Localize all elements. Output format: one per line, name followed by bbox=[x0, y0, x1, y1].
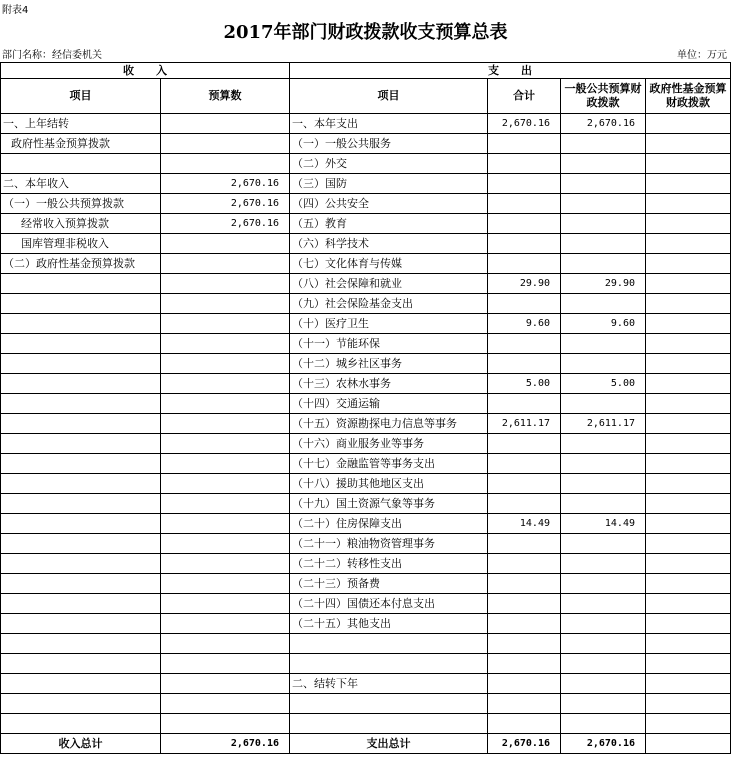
income-budget-cell bbox=[161, 414, 290, 434]
gov-fund-cell bbox=[646, 614, 731, 634]
general-budget-cell bbox=[561, 334, 646, 354]
expense-total-label: 支出总计 bbox=[290, 734, 488, 754]
income-budget-cell: 2,670.16 bbox=[161, 214, 290, 234]
table-row bbox=[1, 474, 731, 494]
expense-item-cell bbox=[290, 634, 488, 654]
income-budget-cell bbox=[161, 554, 290, 574]
table-row bbox=[1, 494, 731, 514]
income-budget-cell bbox=[161, 234, 290, 254]
page-title: 2017年部门财政拨款收支预算总表 bbox=[223, 22, 508, 43]
gov-fund-cell bbox=[646, 114, 731, 134]
table-row bbox=[1, 194, 731, 214]
income-budget-cell bbox=[161, 694, 290, 714]
table-row bbox=[1, 254, 731, 274]
expense-item-cell: （四）公共安全 bbox=[290, 194, 488, 214]
income-item-cell bbox=[1, 574, 161, 594]
income-budget-cell bbox=[161, 314, 290, 334]
expense-item-cell: （六）科学技术 bbox=[290, 234, 488, 254]
budget-table bbox=[0, 62, 731, 754]
table-row bbox=[1, 114, 731, 134]
expense-item-header: 项目 bbox=[290, 79, 488, 114]
gov-fund-cell bbox=[646, 254, 731, 274]
income-budget-cell: 2,670.16 bbox=[161, 194, 290, 214]
income-budget-cell bbox=[161, 634, 290, 654]
table-row bbox=[1, 294, 731, 314]
gov-fund-cell bbox=[646, 154, 731, 174]
income-item-cell bbox=[1, 654, 161, 674]
income-item-cell bbox=[1, 434, 161, 454]
expense-total-cell: 14.49 bbox=[488, 514, 561, 534]
income-item-cell bbox=[1, 314, 161, 334]
expense-total-cell: 2,611.17 bbox=[488, 414, 561, 434]
gov-fund-cell bbox=[646, 654, 731, 674]
expense-total-cell bbox=[488, 334, 561, 354]
total-header: 合计 bbox=[488, 79, 561, 114]
unit-label: 单位：万元 bbox=[677, 50, 727, 61]
table-row bbox=[1, 654, 731, 674]
table-row bbox=[1, 374, 731, 394]
expense-total-cell bbox=[488, 594, 561, 614]
income-budget-cell bbox=[161, 354, 290, 374]
gov-fund-cell bbox=[646, 294, 731, 314]
gov-fund-cell bbox=[646, 234, 731, 254]
income-budget-cell bbox=[161, 654, 290, 674]
general-total-value: 2,670.16 bbox=[561, 734, 646, 754]
general-budget-cell bbox=[561, 634, 646, 654]
table-row bbox=[1, 614, 731, 634]
totals-row bbox=[1, 734, 731, 754]
table-row bbox=[1, 174, 731, 194]
income-total-label: 收入总计 bbox=[1, 734, 161, 754]
income-item-cell: （一）一般公共预算拨款 bbox=[1, 194, 161, 214]
expense-item-cell: （二）外交 bbox=[290, 154, 488, 174]
general-budget-cell bbox=[561, 354, 646, 374]
income-item-cell bbox=[1, 154, 161, 174]
general-budget-header: 一般公共预算财政拨款 bbox=[561, 79, 646, 114]
expense-item-cell: （十六）商业服务业等事务 bbox=[290, 434, 488, 454]
expense-item-cell: （五）教育 bbox=[290, 214, 488, 234]
income-budget-cell bbox=[161, 154, 290, 174]
income-item-cell bbox=[1, 514, 161, 534]
income-total-value: 2,670.16 bbox=[161, 734, 290, 754]
income-budget-cell: 2,670.16 bbox=[161, 174, 290, 194]
expense-item-cell bbox=[290, 654, 488, 674]
table-row bbox=[1, 534, 731, 554]
general-budget-cell bbox=[561, 594, 646, 614]
income-item-cell: （二）政府性基金预算拨款 bbox=[1, 254, 161, 274]
general-budget-cell: 9.60 bbox=[561, 314, 646, 334]
expense-total-cell bbox=[488, 234, 561, 254]
gov-fund-cell bbox=[646, 594, 731, 614]
income-item-cell bbox=[1, 694, 161, 714]
expense-total-cell bbox=[488, 394, 561, 414]
expense-item-cell: （十七）金融监管等事务支出 bbox=[290, 454, 488, 474]
gov-fund-cell bbox=[646, 174, 731, 194]
expense-total-cell bbox=[488, 714, 561, 734]
expense-total-cell bbox=[488, 214, 561, 234]
expense-total-cell: 2,670.16 bbox=[488, 114, 561, 134]
table-row bbox=[1, 634, 731, 654]
general-budget-cell bbox=[561, 214, 646, 234]
gov-fund-cell bbox=[646, 274, 731, 294]
expense-total-cell bbox=[488, 174, 561, 194]
expense-total-cell bbox=[488, 474, 561, 494]
gov-fund-cell bbox=[646, 414, 731, 434]
income-item-cell bbox=[1, 474, 161, 494]
expense-item-cell: （二十一）粮油物资管理事务 bbox=[290, 534, 488, 554]
expense-total-cell bbox=[488, 154, 561, 174]
expense-item-cell: （三）国防 bbox=[290, 174, 488, 194]
income-section-header: 收 入 bbox=[1, 63, 290, 79]
general-budget-cell bbox=[561, 294, 646, 314]
income-item-cell bbox=[1, 374, 161, 394]
table-row bbox=[1, 454, 731, 474]
gov-fund-cell bbox=[646, 214, 731, 234]
general-budget-cell: 2,611.17 bbox=[561, 414, 646, 434]
gov-fund-cell bbox=[646, 434, 731, 454]
income-budget-cell bbox=[161, 454, 290, 474]
gov-fund-cell bbox=[646, 354, 731, 374]
expense-item-cell: （十九）国土资源气象等事务 bbox=[290, 494, 488, 514]
general-budget-cell bbox=[561, 454, 646, 474]
expense-total-cell bbox=[488, 634, 561, 654]
gov-fund-cell bbox=[646, 714, 731, 734]
expense-total-cell: 5.00 bbox=[488, 374, 561, 394]
expense-item-cell: 一、本年支出 bbox=[290, 114, 488, 134]
income-budget-cell bbox=[161, 514, 290, 534]
income-budget-cell bbox=[161, 374, 290, 394]
expense-item-cell: （十二）城乡社区事务 bbox=[290, 354, 488, 374]
table-row bbox=[1, 154, 731, 174]
income-item-cell bbox=[1, 534, 161, 554]
table-row bbox=[1, 694, 731, 714]
gov-fund-total-value bbox=[646, 734, 731, 754]
table-row bbox=[1, 514, 731, 534]
gov-fund-cell bbox=[646, 334, 731, 354]
expense-total-cell bbox=[488, 614, 561, 634]
income-budget-cell bbox=[161, 594, 290, 614]
expense-item-cell: （十一）节能环保 bbox=[290, 334, 488, 354]
expense-total-cell bbox=[488, 674, 561, 694]
table-row bbox=[1, 554, 731, 574]
gov-fund-cell bbox=[646, 314, 731, 334]
gov-fund-cell bbox=[646, 134, 731, 154]
expense-item-cell: （十八）援助其他地区支出 bbox=[290, 474, 488, 494]
expense-section-header: 支 出 bbox=[290, 63, 731, 79]
table-row bbox=[1, 594, 731, 614]
gov-fund-cell bbox=[646, 554, 731, 574]
income-budget-cell bbox=[161, 674, 290, 694]
income-budget-cell bbox=[161, 534, 290, 554]
income-item-cell: 政府性基金预算拨款 bbox=[1, 134, 161, 154]
general-budget-cell bbox=[561, 614, 646, 634]
general-budget-cell bbox=[561, 654, 646, 674]
table-row bbox=[1, 214, 731, 234]
expense-total-cell: 9.60 bbox=[488, 314, 561, 334]
general-budget-cell: 5.00 bbox=[561, 374, 646, 394]
income-budget-cell bbox=[161, 394, 290, 414]
income-budget-cell bbox=[161, 434, 290, 454]
income-budget-cell bbox=[161, 474, 290, 494]
expense-item-cell bbox=[290, 694, 488, 714]
general-budget-cell bbox=[561, 234, 646, 254]
department-name: 部门名称：经信委机关 bbox=[2, 50, 102, 61]
income-item-cell bbox=[1, 714, 161, 734]
expense-total-cell bbox=[488, 194, 561, 214]
income-budget-cell bbox=[161, 114, 290, 134]
expense-total-cell bbox=[488, 534, 561, 554]
section-header-row bbox=[1, 63, 731, 79]
gov-fund-cell bbox=[646, 374, 731, 394]
income-item-cell bbox=[1, 594, 161, 614]
table-row bbox=[1, 714, 731, 734]
general-budget-cell bbox=[561, 574, 646, 594]
income-budget-cell bbox=[161, 334, 290, 354]
general-budget-cell bbox=[561, 254, 646, 274]
expense-item-cell: （二十二）转移性支出 bbox=[290, 554, 488, 574]
gov-fund-cell bbox=[646, 394, 731, 414]
general-budget-cell bbox=[561, 434, 646, 454]
table-row bbox=[1, 354, 731, 374]
appendix-label: 附表4 bbox=[2, 5, 29, 16]
expense-item-cell: （十三）农林水事务 bbox=[290, 374, 488, 394]
income-budget-cell bbox=[161, 274, 290, 294]
gov-fund-cell bbox=[646, 474, 731, 494]
gov-fund-cell bbox=[646, 514, 731, 534]
gov-fund-cell bbox=[646, 454, 731, 474]
expense-total-value: 2,670.16 bbox=[488, 734, 561, 754]
table-row bbox=[1, 234, 731, 254]
table-row bbox=[1, 394, 731, 414]
general-budget-cell bbox=[561, 154, 646, 174]
income-budget-cell bbox=[161, 714, 290, 734]
expense-total-cell bbox=[488, 434, 561, 454]
income-budget-cell bbox=[161, 254, 290, 274]
income-budget-cell bbox=[161, 134, 290, 154]
expense-total-cell bbox=[488, 574, 561, 594]
income-item-header: 项目 bbox=[1, 79, 161, 114]
expense-item-cell: （十五）资源勘探电力信息等事务 bbox=[290, 414, 488, 434]
income-budget-header: 预算数 bbox=[161, 79, 290, 114]
income-item-cell bbox=[1, 414, 161, 434]
general-budget-cell: 2,670.16 bbox=[561, 114, 646, 134]
gov-fund-cell bbox=[646, 694, 731, 714]
expense-item-cell: （二十五）其他支出 bbox=[290, 614, 488, 634]
general-budget-cell bbox=[561, 694, 646, 714]
gov-fund-cell bbox=[646, 674, 731, 694]
general-budget-cell: 29.90 bbox=[561, 274, 646, 294]
expense-total-cell bbox=[488, 694, 561, 714]
expense-total-cell bbox=[488, 454, 561, 474]
table-row bbox=[1, 434, 731, 454]
expense-item-cell bbox=[290, 714, 488, 734]
expense-item-cell: （二十四）国债还本付息支出 bbox=[290, 594, 488, 614]
expense-item-cell: 二、结转下年 bbox=[290, 674, 488, 694]
expense-total-cell bbox=[488, 134, 561, 154]
gov-fund-cell bbox=[646, 574, 731, 594]
gov-fund-header: 政府性基金预算财政拨款 bbox=[646, 79, 731, 114]
column-header-row bbox=[1, 79, 731, 114]
income-item-cell bbox=[1, 674, 161, 694]
income-item-cell bbox=[1, 334, 161, 354]
general-budget-cell bbox=[561, 194, 646, 214]
income-item-cell bbox=[1, 614, 161, 634]
general-budget-cell bbox=[561, 174, 646, 194]
expense-item-cell: （十四）交通运输 bbox=[290, 394, 488, 414]
general-budget-cell: 14.49 bbox=[561, 514, 646, 534]
general-budget-cell bbox=[561, 474, 646, 494]
gov-fund-cell bbox=[646, 194, 731, 214]
income-item-cell bbox=[1, 634, 161, 654]
general-budget-cell bbox=[561, 534, 646, 554]
income-budget-cell bbox=[161, 494, 290, 514]
expense-item-cell: （一）一般公共服务 bbox=[290, 134, 488, 154]
income-budget-cell bbox=[161, 614, 290, 634]
expense-item-cell: （七）文化体育与传媒 bbox=[290, 254, 488, 274]
expense-total-cell bbox=[488, 294, 561, 314]
expense-item-cell: （八）社会保障和就业 bbox=[290, 274, 488, 294]
general-budget-cell bbox=[561, 674, 646, 694]
table-row bbox=[1, 134, 731, 154]
general-budget-cell bbox=[561, 554, 646, 574]
income-item-cell bbox=[1, 554, 161, 574]
income-item-cell bbox=[1, 294, 161, 314]
table-row bbox=[1, 674, 731, 694]
general-budget-cell bbox=[561, 494, 646, 514]
expense-item-cell: （九）社会保险基金支出 bbox=[290, 294, 488, 314]
income-item-cell bbox=[1, 354, 161, 374]
income-item-cell bbox=[1, 394, 161, 414]
income-item-cell: 国库管理非税收入 bbox=[1, 234, 161, 254]
table-row bbox=[1, 274, 731, 294]
table-row bbox=[1, 334, 731, 354]
gov-fund-cell bbox=[646, 634, 731, 654]
expense-total-cell: 29.90 bbox=[488, 274, 561, 294]
income-budget-cell bbox=[161, 574, 290, 594]
expense-total-cell bbox=[488, 354, 561, 374]
income-budget-cell bbox=[161, 294, 290, 314]
expense-item-cell: （二十）住房保障支出 bbox=[290, 514, 488, 534]
expense-total-cell bbox=[488, 554, 561, 574]
table-row bbox=[1, 574, 731, 594]
expense-total-cell bbox=[488, 254, 561, 274]
gov-fund-cell bbox=[646, 534, 731, 554]
income-item-cell: 二、本年收入 bbox=[1, 174, 161, 194]
income-item-cell: 经常收入预算拨款 bbox=[1, 214, 161, 234]
expense-item-cell: （二十三）预备费 bbox=[290, 574, 488, 594]
income-item-cell bbox=[1, 494, 161, 514]
income-item-cell bbox=[1, 274, 161, 294]
gov-fund-cell bbox=[646, 494, 731, 514]
general-budget-cell bbox=[561, 714, 646, 734]
income-item-cell bbox=[1, 454, 161, 474]
income-item-cell: 一、上年结转 bbox=[1, 114, 161, 134]
expense-total-cell bbox=[488, 654, 561, 674]
general-budget-cell bbox=[561, 134, 646, 154]
expense-total-cell bbox=[488, 494, 561, 514]
general-budget-cell bbox=[561, 394, 646, 414]
table-row bbox=[1, 414, 731, 434]
table-row bbox=[1, 314, 731, 334]
expense-item-cell: （十）医疗卫生 bbox=[290, 314, 488, 334]
